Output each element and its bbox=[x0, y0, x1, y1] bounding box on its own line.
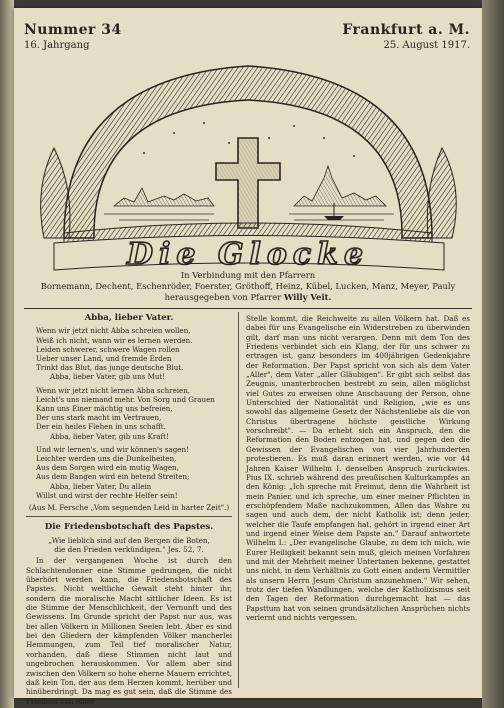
article-text: In der vergangenen Woche ist durch den Schlachtendonner eine Stimme gedrungen, die nicht überhört werden kann, die Friedensbotschaft des Papstes. Nicht weltliche Gewalt steht hinter ihr, sondern die moralische Macht sittlicher Ideen. Es ist die Stimme der Menschlichkeit, der Vernunft und des Gewissens. Im Grunde spricht der Papst nur aus, was bei allen Völkern in Millionen Seelen lebt. Aber es sind bei den Gliedern der kämpfenden Völker mancherlei Hemmungen, zum Teil tief moralischer Natur, vorhanden, daß diese Stimmen nicht laut und ungebrochen herauskommen. Vor allem aber sind zwischen den Völkern so hohe eherne Mauern errichtet, daß kein Ton, der aus dem Herzen kommt, herüber und hinüberdringt. Da mag es gut sein, daß die Stimme des Friedens von einer bbox=[26, 556, 232, 706]
poem-line: Willst und wirst der rechte Helfer sein! bbox=[36, 490, 178, 500]
header-rule bbox=[24, 308, 472, 309]
left-column bbox=[26, 314, 232, 706]
subheading-editor bbox=[24, 292, 472, 303]
poem-line: Aus dem Bangen wird ein betend Streiten; bbox=[36, 472, 190, 482]
right-column bbox=[246, 314, 470, 622]
motto-line: „Wie lieblich sind auf den Bergen die Boten, bbox=[48, 535, 210, 545]
poem bbox=[26, 326, 232, 500]
article-title: Die Friedensbotschaft des Papstes. bbox=[44, 522, 214, 533]
poem-line: Abba, lieber Vater, gib uns Mut! bbox=[50, 372, 166, 382]
section-rule bbox=[26, 516, 232, 517]
poem-line: Wenn wir jetzt nicht Abba schreien wollen, bbox=[36, 326, 191, 336]
editor-prefix: herausgegeben von Pfarrer bbox=[164, 292, 284, 302]
masthead-title: Die Glocke bbox=[126, 237, 370, 272]
poem-line: Kann uns Einer mächtig uns befreien, bbox=[36, 403, 173, 413]
poem-line: Trinkt das Blut, das junge deutsche Blut. bbox=[36, 363, 184, 373]
subheading-pastors: Bornemann, Dechent, Eschenröder, Foerster, Gröthoff, Heinz, Kübel, Lucken, Manz, Meyer, Pauly bbox=[40, 281, 456, 291]
poem-line: Der ein heiles Flehen in uns schafft. bbox=[36, 422, 166, 432]
editor-name: Willy Veit. bbox=[283, 292, 332, 302]
book-spine bbox=[0, 0, 14, 708]
subheading bbox=[24, 270, 472, 303]
poem-line: Abba, lieber Vater, Du allein bbox=[50, 481, 152, 491]
poem-line: Und wir lernen's, und wir können's sagen! bbox=[36, 444, 189, 454]
masthead-illustration bbox=[24, 38, 472, 278]
issue-date: 25. August 1917. bbox=[383, 40, 470, 51]
poem-line: Leicht's uns niemand mehr. Von Sorg und Grauen bbox=[36, 394, 215, 404]
article-text-continued: Stelle kommt, die Reichweite zu allen Völkern hat. Daß es dabei für uns Evangelische ein Widerstreben zu überwinden gilt, darf man uns nicht verargen. Denn mit dem Ton des Friedens verbindet sich ein Klang, der für uns schwer zu ertragen ist, ganz besonders im 400jährigen Gedenkjahre der Reformation. Der Papst spricht von sich als dem Vater „Aller", dem Vater „aller Gläubigen". Er gibt sich selbst das Zeugnis, unanterbrochen bestrebt zu sein, allen möglichst viel Gutes zu erweisen ohne Anschauung der Person, ohne Unterschied der Nationalität und Religion, „wie es uns sowohl das allgemeine Gesetz der Nächstenliebe als die von Christus übertragene höchste geistliche Wirkung vorschreibt". — Da erhebt sich ein Anspruch, den die Reformation den Boden entzogen hat, und gegen den die Gewissen der Evangelischen von vier Jahrhunderten protestieren. Es muß daran erinnert werden, wie vor 44 Jahren Kaiser Wilhelm I. denselben Anspruch zurückwies. Pius IX. schrieb während des preußischen Kulturkampfes an den König: „Ich spreche mit Freimut, denn die Wahrheit ist mein Panier, und ich spreche, um einer meiner Pflichten in erschöpfendem Maße nachzukommen, Allen das Wahre zu sagen und auch dem, der nicht Katholik ist; denn jeder, welcher die Taufe empfangen hat, gehört in irgend einer Art und irgend einer Weise dem Papste an." Darauf antwortete Wilhelm I.: „Der evangelische Glaube, zu dem ich mich, wie Eurer Heiligkeit bekannt sein muß, gleich meinen Vorfahren und mit der Mehrheit meiner Untertanen bekenne, gestattet uns nicht, in dem Verhältnis zu Gott einen andern Vermittler als unsern Herrn Jesum Christum anzunehmen." Wir sehen, trotz der tiefen Wandlungen, welche der Katholizismus seit den Tagen der Reformation durchgemacht hat — das Papsttum hat von seinen grundsätzlichen Ansprüchen nichts verlernt und nichts vergessen. bbox=[246, 314, 470, 622]
poem-line: Wenn wir jetzt nicht lernen Abba schreien, bbox=[36, 385, 191, 395]
volume-year: 16. Jahrgang bbox=[24, 40, 90, 51]
poem-title: Abba, lieber Vater. bbox=[84, 313, 174, 323]
newspaper-page bbox=[14, 8, 482, 706]
poem-line: Aus dem Sorgen wird ein mutig Wagen, bbox=[36, 463, 179, 473]
poem-line: Abba, lieber Vater, gib uns Kraft! bbox=[50, 431, 169, 441]
column-divider bbox=[238, 312, 239, 688]
poem-line: Weiß ich nicht, wann wir es lernen werden. bbox=[36, 335, 193, 345]
poem-line: Der uns stark macht im Vertrauen, bbox=[36, 413, 162, 423]
subheading-line1: In Verbindung mit den Pfarrern bbox=[180, 270, 316, 280]
poem-line: Leiden schwerer, schwere Wagen rollen bbox=[36, 344, 180, 354]
place: Frankfurt a. M. bbox=[342, 22, 470, 38]
poem-source: (Aus M. Fersche „Vom segnenden Leid in harter Zeit".) bbox=[28, 503, 230, 512]
poem-line: Ueber unser Land, und fremde Erden bbox=[36, 353, 172, 363]
book-edge bbox=[482, 0, 504, 708]
issue-number: Nummer 34 bbox=[24, 22, 122, 38]
poem-line: Leichter werden uns die Dunkelheiten, bbox=[36, 453, 177, 463]
motto-line: die den Frieden verkündigen." Jes. 52, 7. bbox=[54, 545, 204, 555]
